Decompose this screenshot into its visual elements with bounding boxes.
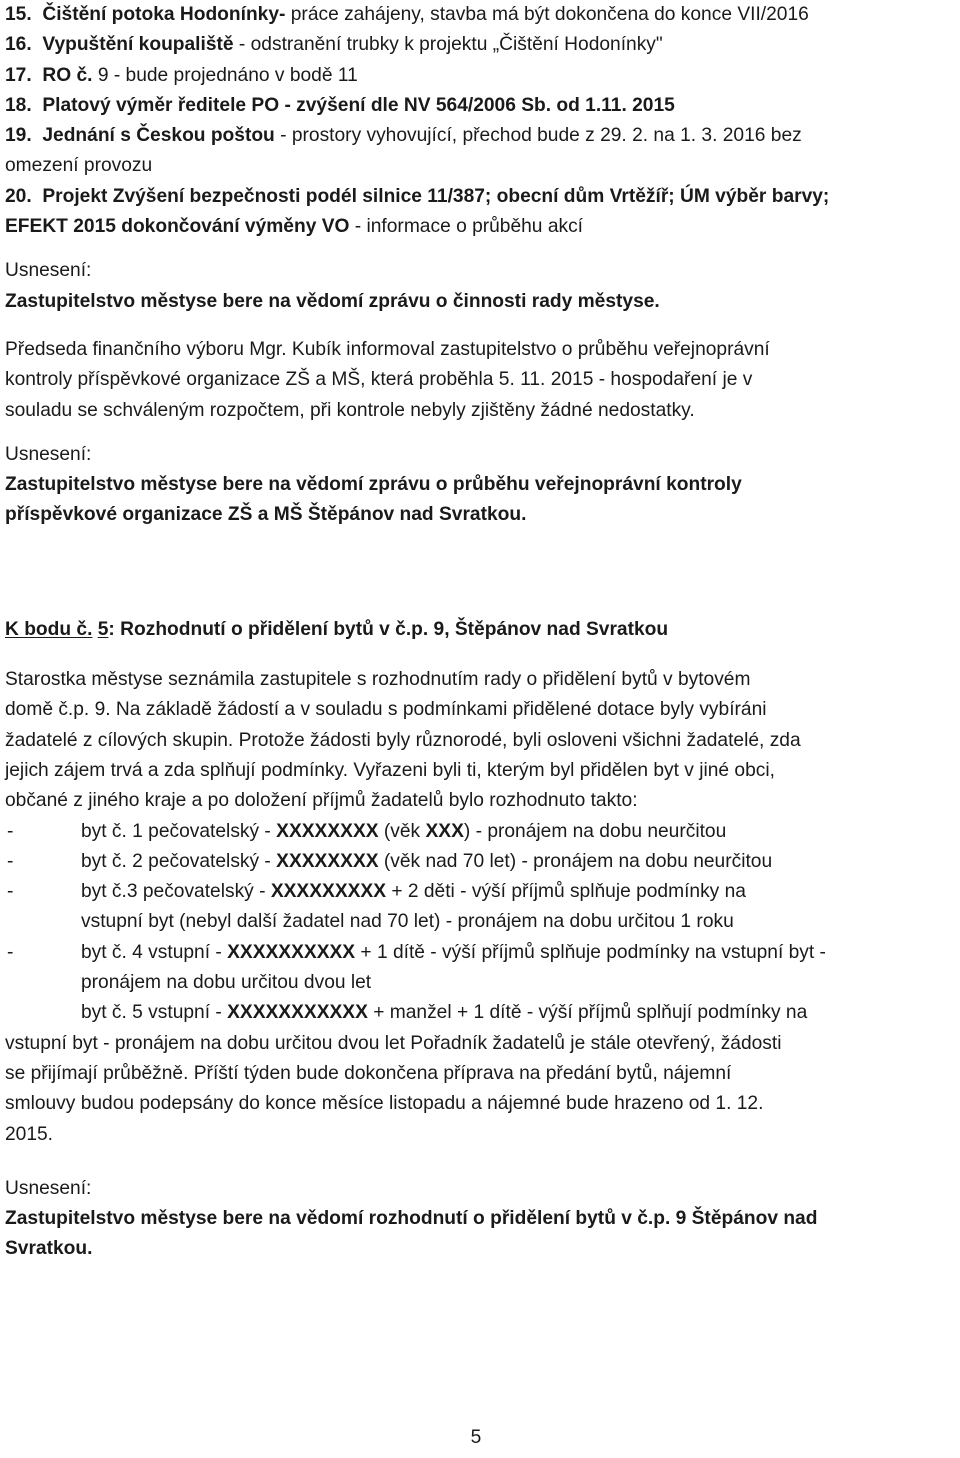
flat-text: byt č. 5 vstupní - — [81, 1002, 228, 1024]
agenda-item-17 — [5, 61, 957, 91]
flat-tenant-redacted: XXXXXXXX — [276, 820, 379, 842]
section-heading — [5, 615, 957, 645]
resolution-text: Zastupitelstvo městyse bere na vědomí rozhodnutí o přidělení bytů v č.p. 9 Štěpánov nad — [5, 1208, 818, 1230]
resolution-label: Usnesení: — [5, 260, 92, 282]
section-heading-label: K bodu č. — [5, 618, 93, 640]
flat-item-5 — [5, 998, 957, 1028]
section-heading-title: : Rozhodnutí o přidělení bytů v č.p. 9, Štěpánov nad Svratkou — [108, 618, 669, 640]
agenda-item-title: Platový výměr ředitele PO - zvýšení dle NV 564/2006 Sb. od 1.11. 2015 — [42, 94, 675, 116]
flat-text: byt č. 4 vstupní - — [81, 941, 228, 963]
agenda-item-note: - informace o průběhu akcí — [349, 216, 584, 238]
agenda-item-16 — [5, 30, 957, 60]
flat-text: byt č. 2 pečovatelský - — [81, 850, 277, 872]
agenda-item-19 — [5, 121, 957, 151]
page-content — [5, 0, 957, 1265]
flat-tenant-redacted: XXXXXXXXX — [270, 881, 387, 903]
resolution-label: Usnesení: — [5, 1177, 92, 1199]
resolution-text: Svratkou. — [5, 1238, 93, 1260]
page-number: 5 — [470, 1427, 482, 1448]
flat-age-redacted: XXX — [425, 820, 464, 842]
section-heading-number: 5 — [97, 618, 109, 640]
agenda-item-number: 17. — [5, 64, 32, 86]
flat-text: (věk — [378, 820, 426, 842]
spacer — [5, 242, 957, 256]
paragraph-line: jejich zájem trvá a zda splňují podmínky. Vyřazeni byli ti, kterým byl přidělen byt v jiné obci, — [5, 759, 775, 781]
paragraph-line: smlouvy budou podepsány do konce měsíce listopadu a nájemné bude hrazeno od 1. 12. — [5, 1093, 764, 1115]
agenda-item-title: RO č. — [42, 64, 93, 86]
flat-text: + manžel + 1 dítě - výší příjmů splňují podmínky na — [367, 1002, 808, 1024]
agenda-item-note: - prostory vyhovující, přechod bude z 29. 2. na 1. 3. 2016 bez — [274, 125, 802, 147]
flat-item-3 — [5, 877, 957, 907]
agenda-item-15 — [5, 0, 957, 30]
flat-text: ) - pronájem na dobu neurčitou — [463, 820, 727, 842]
section-closing-paragraph — [5, 1029, 957, 1150]
flat-item-4-continuation: pronájem na dobu určitou dvou let — [81, 972, 372, 994]
agenda-item-number: 19. — [5, 125, 32, 147]
flat-text: (věk nad 70 let) - pronájem na dobu neurčitou — [378, 850, 773, 872]
paragraph-line: vstupní byt - pronájem na dobu určitou dvou let Pořadník žadatelů je stále otevřený, žádosti — [5, 1032, 782, 1054]
resolution-block — [5, 256, 957, 317]
agenda-item-18 — [5, 91, 957, 121]
agenda-list — [5, 0, 957, 242]
flat-tenant-redacted: XXXXXXXXXXX — [227, 1002, 368, 1024]
flat-tenant-redacted: XXXXXXXXXX — [227, 941, 356, 963]
spacer — [5, 1150, 957, 1174]
resolution-text: Zastupitelstvo městyse bere na vědomí zprávu o činnosti rady městyse. — [5, 290, 660, 312]
resolution-block — [5, 1174, 957, 1265]
paragraph-line: Starostka městyse seznámila zastupitele s rozhodnutím rady o přidělení bytů v bytovém — [5, 669, 751, 691]
agenda-item-number: 16. — [5, 34, 32, 56]
resolution-label: Usnesení: — [5, 443, 92, 465]
spacer — [5, 426, 957, 440]
flat-tenant-redacted: XXXXXXXX — [276, 850, 379, 872]
agenda-item-number: 15. — [5, 4, 32, 25]
agenda-item-19-continuation: omezení provozu — [5, 155, 153, 177]
flat-text: byt č. 1 pečovatelský - — [81, 820, 277, 842]
resolution-block — [5, 440, 957, 531]
agenda-item-note: - odstranění trubky k projektu „Čištění Hodonínky" — [233, 34, 663, 56]
paragraph-line: občané z jiného kraje a po doložení příjmů žadatelů bylo rozhodnuto takto: — [5, 790, 638, 812]
flat-item-1 — [5, 817, 957, 847]
flat-text: byt č.3 pečovatelský - — [81, 881, 271, 903]
list-dash: - — [7, 850, 14, 872]
spacer — [5, 531, 957, 615]
paragraph-line: domě č.p. 9. Na základě žádostí a v souladu s podmínkami přidělené dotace byly vybíráni — [5, 699, 767, 721]
agenda-item-20 — [5, 182, 957, 212]
agenda-item-note: práce zahájeny, stavba má být dokončena do konce VII/2016 — [285, 4, 809, 25]
agenda-item-title: Čištění potoka Hodonínky- — [42, 4, 286, 25]
section-intro-paragraph — [5, 665, 957, 816]
spacer — [5, 317, 957, 335]
paragraph-line: kontroly příspěvkové organizace ZŠ a MŠ, která proběhla 5. 11. 2015 - hospodaření je v — [5, 369, 753, 391]
agenda-item-title: Projekt Zvýšení bezpečnosti podél silnice 11/387; obecní dům Vrtěžíř; ÚM výběr barvy; — [42, 185, 830, 207]
agenda-item-title-continuation: EFEKT 2015 dokončování výměny VO — [5, 216, 350, 238]
flat-item-2 — [5, 847, 957, 877]
flat-allocation-list — [5, 817, 957, 1029]
agenda-item-title: Jednání s Českou poštou — [42, 125, 275, 147]
list-dash: - — [7, 820, 14, 842]
paragraph-line: se přijímají průběžně. Příští týden bude dokončena příprava na předání bytů, nájemní — [5, 1062, 732, 1084]
paragraph-line: souladu se schváleným rozpočtem, při kontrole nebyly zjištěny žádné nedostatky. — [5, 399, 695, 421]
paragraph-line: 2015. — [5, 1123, 54, 1145]
flat-item-4 — [5, 938, 957, 968]
flat-text: + 2 děti - výší příjmů splňuje podmínky na — [386, 881, 746, 903]
list-dash: - — [7, 881, 14, 903]
agenda-item-note: 9 - bude projednáno v bodě 11 — [92, 64, 358, 86]
flat-item-3-continuation: vstupní byt (nebyl další žadatel nad 70 let) - pronájem na dobu určitou 1 roku — [81, 911, 734, 933]
resolution-text: příspěvkové organizace ZŠ a MŠ Štěpánov nad Svratkou. — [5, 504, 527, 526]
agenda-item-number: 18. — [5, 94, 32, 116]
resolution-text: Zastupitelstvo městyse bere na vědomí zprávu o průběhu veřejnoprávní kontroly — [5, 474, 742, 496]
paragraph-line: žadatelé z cílových skupin. Protože žádosti byly různorodé, byli osloveni všichni žadatelé, zda — [5, 729, 801, 751]
paragraph-line: Předseda finančního výboru Mgr. Kubík informoval zastupitelstvo o průběhu veřejnoprávní — [5, 338, 770, 360]
flat-text: + 1 dítě - výší příjmů splňuje podmínky na vstupní byt - — [355, 941, 826, 963]
agenda-item-20-continuation — [5, 212, 957, 242]
spacer — [5, 645, 957, 665]
list-dash: - — [7, 941, 14, 963]
agenda-item-title: Vypuštění koupaliště — [42, 34, 234, 56]
finance-report-paragraph — [5, 335, 957, 426]
agenda-item-number: 20. — [5, 185, 32, 207]
